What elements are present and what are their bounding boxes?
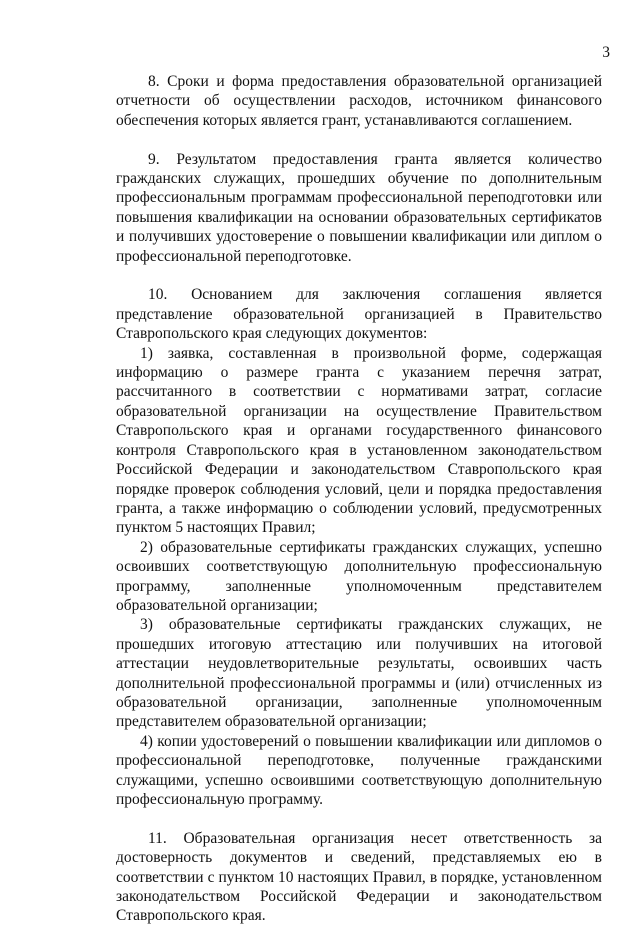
paragraph-10: 10. Основанием для заключения соглашения является представление образовательной организацией в Правительство Ставропольского края следующих документов:: [116, 286, 602, 343]
paragraph-10-item-3: 3) образовательные сертификаты гражданских служащих, не прошедших итоговую аттестацию или получивших на итоговой аттестации неудовлетворительные результаты, освоивших часть дополнительной профессиональной программы и (или) отчисленных из образовательной организации, заполненные уполномоченным представителем образовательной организации;: [116, 616, 602, 731]
document-body: [116, 72, 602, 926]
paragraph-10-item-2: 2) образовательные сертификаты гражданских служащих, успешно освоивших соответствующую дополнительную профессиональную программу, заполненные уполномоченным представителем образовательной организации;: [116, 538, 602, 614]
page-number: 3: [602, 44, 610, 61]
paragraph-9: 9. Результатом предоставления гранта является количество гражданских служащих, прошедших обучение по дополнительным профессиональным программам профессиональной переподготовки или повышения квалификации на основании образовательных сертификатов и получивших удостоверение о повышении квалификации или диплом о профессиональной переподготовке.: [116, 150, 602, 265]
paragraph-10-item-1: 1) заявка, составленная в произвольной форме, содержащая информацию о размере гранта с указанием перечня затрат, рассчитанного в соответствии с нормативами затрат, согласие образовательной организации на осуществление Правительством Ставропольского края и органами государственного финансового контроля Ставропольского края в установленном законодательством Российской Федерации и законодательством Ставропольского края порядке проверок соблюдения условий, цели и порядка предоставления гранта, а также информацию о соблюдении условий, предусмотренных пунктом 5 настоящих Правил;: [116, 344, 602, 537]
paragraph-10-item-4: 4) копии удостоверений о повышении квалификации или дипломов о профессиональной переподготовке, полученные гражданскими служащими, успешно освоившими соответствующую дополнительную профессиональную программу.: [116, 732, 602, 808]
paragraph-8: 8. Сроки и форма предоставления образовательной организацией отчетности об осуществлении расходов, источником финансового обеспечения которых является грант, устанавливаются соглашением.: [116, 73, 602, 129]
paragraph-11: 11. Образовательная организация несет ответственность за достоверность документов и сведений, представляемых ею в соответствии с пунктом 10 настоящих Правил, в порядке, установленном законодательством Российской Федерации и законодательством Ставропольского края.: [116, 829, 602, 925]
